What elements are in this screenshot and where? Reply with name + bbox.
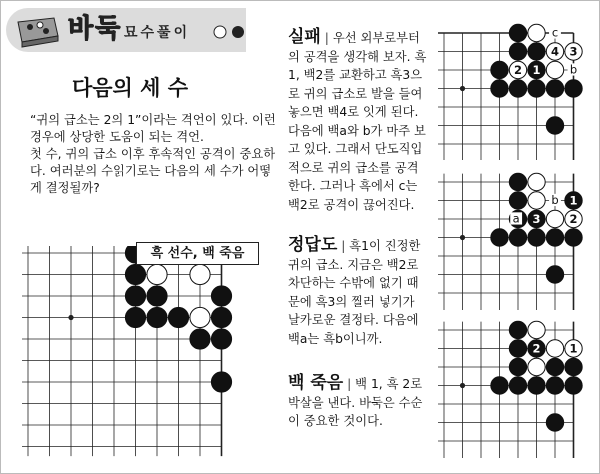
section-heading: 실패 xyxy=(288,27,321,47)
section-heading: 백 죽음 xyxy=(288,373,344,393)
black-stone xyxy=(491,80,508,97)
black-stone xyxy=(546,266,563,283)
black-stone xyxy=(125,264,145,284)
black-stone xyxy=(491,229,508,246)
black-stone xyxy=(546,117,563,134)
black-stone xyxy=(509,173,526,190)
white-stone xyxy=(528,24,545,41)
go-board-logo-icon xyxy=(14,14,60,48)
star-point xyxy=(68,315,73,320)
star-point xyxy=(460,235,465,240)
section-body: 흑1이 진정한 귀의 급소. 지금은 백2로 차단하는 수밖에 없기 때문에 흑3의 찔러 넣기가 날카로운 결정타. 다음에 백a는 흑b이니까. xyxy=(288,239,421,346)
black-stone xyxy=(509,340,526,357)
black-stone xyxy=(211,286,231,306)
move-number: 2 xyxy=(569,212,578,227)
black-stone xyxy=(211,329,231,349)
black-stone xyxy=(528,43,545,60)
black-stone xyxy=(168,307,188,327)
section-white-dies: 백 죽음 | 백 1, 흑 2로 박살을 낸다. 바둑은 수순이 중요한 것이다. xyxy=(288,373,423,428)
move-number: 1 xyxy=(569,341,578,356)
star-point xyxy=(460,86,465,91)
move-number: 4 xyxy=(551,44,559,59)
black-stone xyxy=(528,80,545,97)
white-stone xyxy=(546,340,563,357)
black-stone xyxy=(147,307,167,327)
white-stone xyxy=(528,358,545,375)
black-stone xyxy=(491,377,508,394)
black-stone xyxy=(546,358,563,375)
intro-paragraph: 첫 수, 귀의 급소 이후 후속적인 공격이 중요하다. 여러분의 수읽기로는 다음의 세 수가 어떻게 결정될까? xyxy=(30,147,276,195)
point-label: c xyxy=(551,25,559,40)
result-label: 흑 선수, 백 죽음 xyxy=(136,242,259,265)
stones-decoration-icon xyxy=(212,24,248,40)
move-number: 2 xyxy=(532,341,541,356)
white-stone xyxy=(147,264,167,284)
black-stone xyxy=(147,286,167,306)
move-number: 1 xyxy=(532,63,541,78)
black-stone xyxy=(509,43,526,60)
black-stone xyxy=(565,80,582,97)
white-stone xyxy=(190,264,210,284)
section-correct: 정답도 | 흑1이 진정한 귀의 급소. 지금은 백2로 차단하는 수밖에 없기 때문에 흑3의 찔러 넣기가 날카로운 결정타. 다음에 백a는 흑b이니까. xyxy=(288,235,421,346)
white-stone xyxy=(528,321,545,338)
black-stone xyxy=(565,377,582,394)
section-failure: 실패 | 우선 외부로부터의 공격을 생각해 보자. 흑1, 백2를 교환하고 흑3으로 귀의 급소로 발을 들여 놓으면 백4로 잇게 된다. 다음에 백a와 b가 마주 보고 있다. 그래서 단도직입적으로 귀의 급소를 공격한다. 그러나 흑에서 c는 백2로 공격이 끊어진다. xyxy=(288,27,427,212)
page-title: 다음의 세 수 xyxy=(71,76,189,100)
point-label: a xyxy=(512,211,520,226)
black-stone xyxy=(509,192,526,209)
black-stone xyxy=(190,329,210,349)
black-stone xyxy=(509,321,526,338)
black-stone xyxy=(211,372,231,392)
white-stone xyxy=(528,192,545,209)
logo-subtitle: 묘수풀이 xyxy=(124,25,191,41)
black-stone xyxy=(546,229,563,246)
section-heading: 정답도 xyxy=(288,235,338,255)
black-stone xyxy=(546,377,563,394)
move-number: 3 xyxy=(569,44,578,59)
point-label: b xyxy=(551,193,559,208)
correct-diagram xyxy=(438,170,598,310)
intro-text xyxy=(30,112,280,197)
black-stone xyxy=(509,80,526,97)
failure-diagram xyxy=(438,20,598,160)
white-stone xyxy=(528,173,545,190)
section-body: 우선 외부로부터의 공격을 생각해 보자. 흑1, 백2를 교환하고 흑3으로 귀의 급소로 발을 들여 놓으면 백4로 잇게 된다. 다음에 백a와 b가 마주 보고 있다. 그래서 단도직입적으로 귀의 급소를 공격한다. 그러나 흑에서 c는 백2로 공격이 끊어진다. xyxy=(288,31,427,212)
black-stone xyxy=(565,358,582,375)
problem-board xyxy=(22,246,262,468)
black-stone xyxy=(509,229,526,246)
black-stone xyxy=(546,414,563,431)
logo-title: 바둑 xyxy=(68,14,123,44)
black-stone xyxy=(528,377,545,394)
point-label: b xyxy=(569,62,578,77)
black-stone xyxy=(125,286,145,306)
black-stone xyxy=(211,307,231,327)
move-number: 2 xyxy=(514,63,522,78)
move-number: 1 xyxy=(569,193,578,208)
star-point xyxy=(460,383,465,388)
black-stone xyxy=(509,358,526,375)
black-stone xyxy=(546,80,563,97)
black-stone xyxy=(125,307,145,327)
black-stone xyxy=(509,377,526,394)
move-number: 3 xyxy=(532,212,541,227)
section-body: 백 1, 흑 2로 박살을 낸다. 바둑은 수순이 중요한 것이다. xyxy=(288,377,423,428)
intro-paragraph: “귀의 급소는 2의 1”이라는 격언이 있다. 이런 경우에 상당한 도움이 되는 격언. xyxy=(30,113,276,144)
white-dies-diagram xyxy=(438,318,598,458)
white-stone xyxy=(190,307,210,327)
black-stone xyxy=(528,229,545,246)
black-stone xyxy=(509,24,526,41)
black-stone xyxy=(565,229,582,246)
white-stone xyxy=(546,210,563,227)
